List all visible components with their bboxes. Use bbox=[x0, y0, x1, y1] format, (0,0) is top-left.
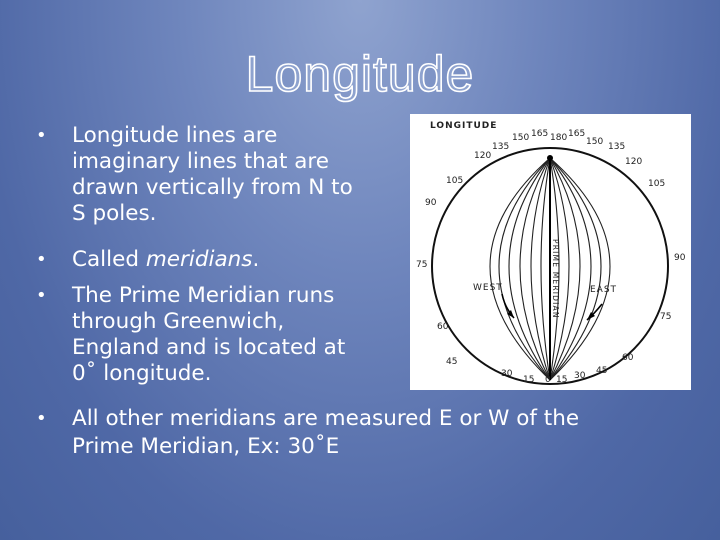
bullet-1-line-1: Longitude lines are bbox=[72, 123, 278, 148]
bullet-1-line-4: S poles. bbox=[72, 201, 157, 226]
bullet-marker: • bbox=[36, 249, 47, 270]
right-number: 120 bbox=[625, 157, 643, 167]
top-number: 165 bbox=[531, 129, 549, 139]
bullet-3-line-3: England and is located at bbox=[72, 335, 346, 360]
right-number: 30 bbox=[574, 371, 586, 381]
bottom-number: 15 bbox=[523, 375, 535, 385]
bullet-marker: • bbox=[36, 408, 47, 429]
right-number: 45 bbox=[596, 366, 608, 376]
bullet-4-line-2: Prime Meridian, Ex: 30˚E bbox=[72, 434, 340, 459]
bullet-marker: • bbox=[36, 125, 47, 146]
top-number: 180 bbox=[550, 133, 568, 143]
diagram-heading: LONGITUDE bbox=[430, 121, 498, 131]
top-number: 165 bbox=[568, 129, 586, 139]
bullet-1-line-3: drawn vertically from N to bbox=[72, 175, 353, 200]
left-number: 120 bbox=[474, 151, 492, 161]
left-number: 135 bbox=[492, 142, 510, 152]
bullet-2-prefix: Called bbox=[72, 247, 146, 272]
globe-svg bbox=[410, 114, 691, 390]
right-number: 105 bbox=[648, 179, 666, 189]
bullet-3-line-2: through Greenwich, bbox=[72, 309, 285, 334]
left-number: 75 bbox=[416, 260, 428, 270]
right-number: 135 bbox=[608, 142, 626, 152]
slide-title: Longitude bbox=[245, 46, 475, 102]
west-label: WEST bbox=[473, 283, 503, 293]
bottom-number: 15 bbox=[556, 375, 568, 385]
bullet-4-line-1: All other meridians are measured E or W of the bbox=[72, 406, 580, 431]
bullet-2-text bbox=[72, 247, 259, 273]
left-number: 90 bbox=[425, 198, 437, 208]
bullet-marker: • bbox=[36, 285, 47, 306]
left-number: 45 bbox=[446, 357, 458, 367]
top-number: 150 bbox=[586, 137, 604, 147]
left-number: 105 bbox=[446, 176, 464, 186]
east-label: EAST bbox=[590, 285, 618, 295]
meridian-line bbox=[509, 158, 550, 380]
bullet-3-line-4: 0˚ longitude. bbox=[72, 361, 212, 386]
meridian-line bbox=[541, 158, 550, 380]
longitude-diagram bbox=[410, 114, 691, 390]
left-number: 30 bbox=[501, 369, 513, 379]
right-number: 75 bbox=[660, 312, 672, 322]
prime-meridian-label: PRIME MERIDIAN bbox=[551, 239, 560, 319]
bottom-number: 0 bbox=[545, 375, 551, 385]
top-number: 150 bbox=[512, 133, 530, 143]
bullet-2-emphasis: meridians bbox=[145, 247, 253, 272]
north-pole-dot bbox=[547, 155, 553, 161]
bullet-3-line-1: The Prime Meridian runs bbox=[72, 283, 335, 308]
bullet-1-line-2: imaginary lines that are bbox=[72, 149, 330, 174]
left-number: 60 bbox=[437, 322, 449, 332]
meridian-line bbox=[499, 158, 550, 380]
right-number: 60 bbox=[622, 353, 634, 363]
bullet-2-suffix: . bbox=[252, 247, 260, 272]
right-number: 90 bbox=[674, 253, 686, 263]
